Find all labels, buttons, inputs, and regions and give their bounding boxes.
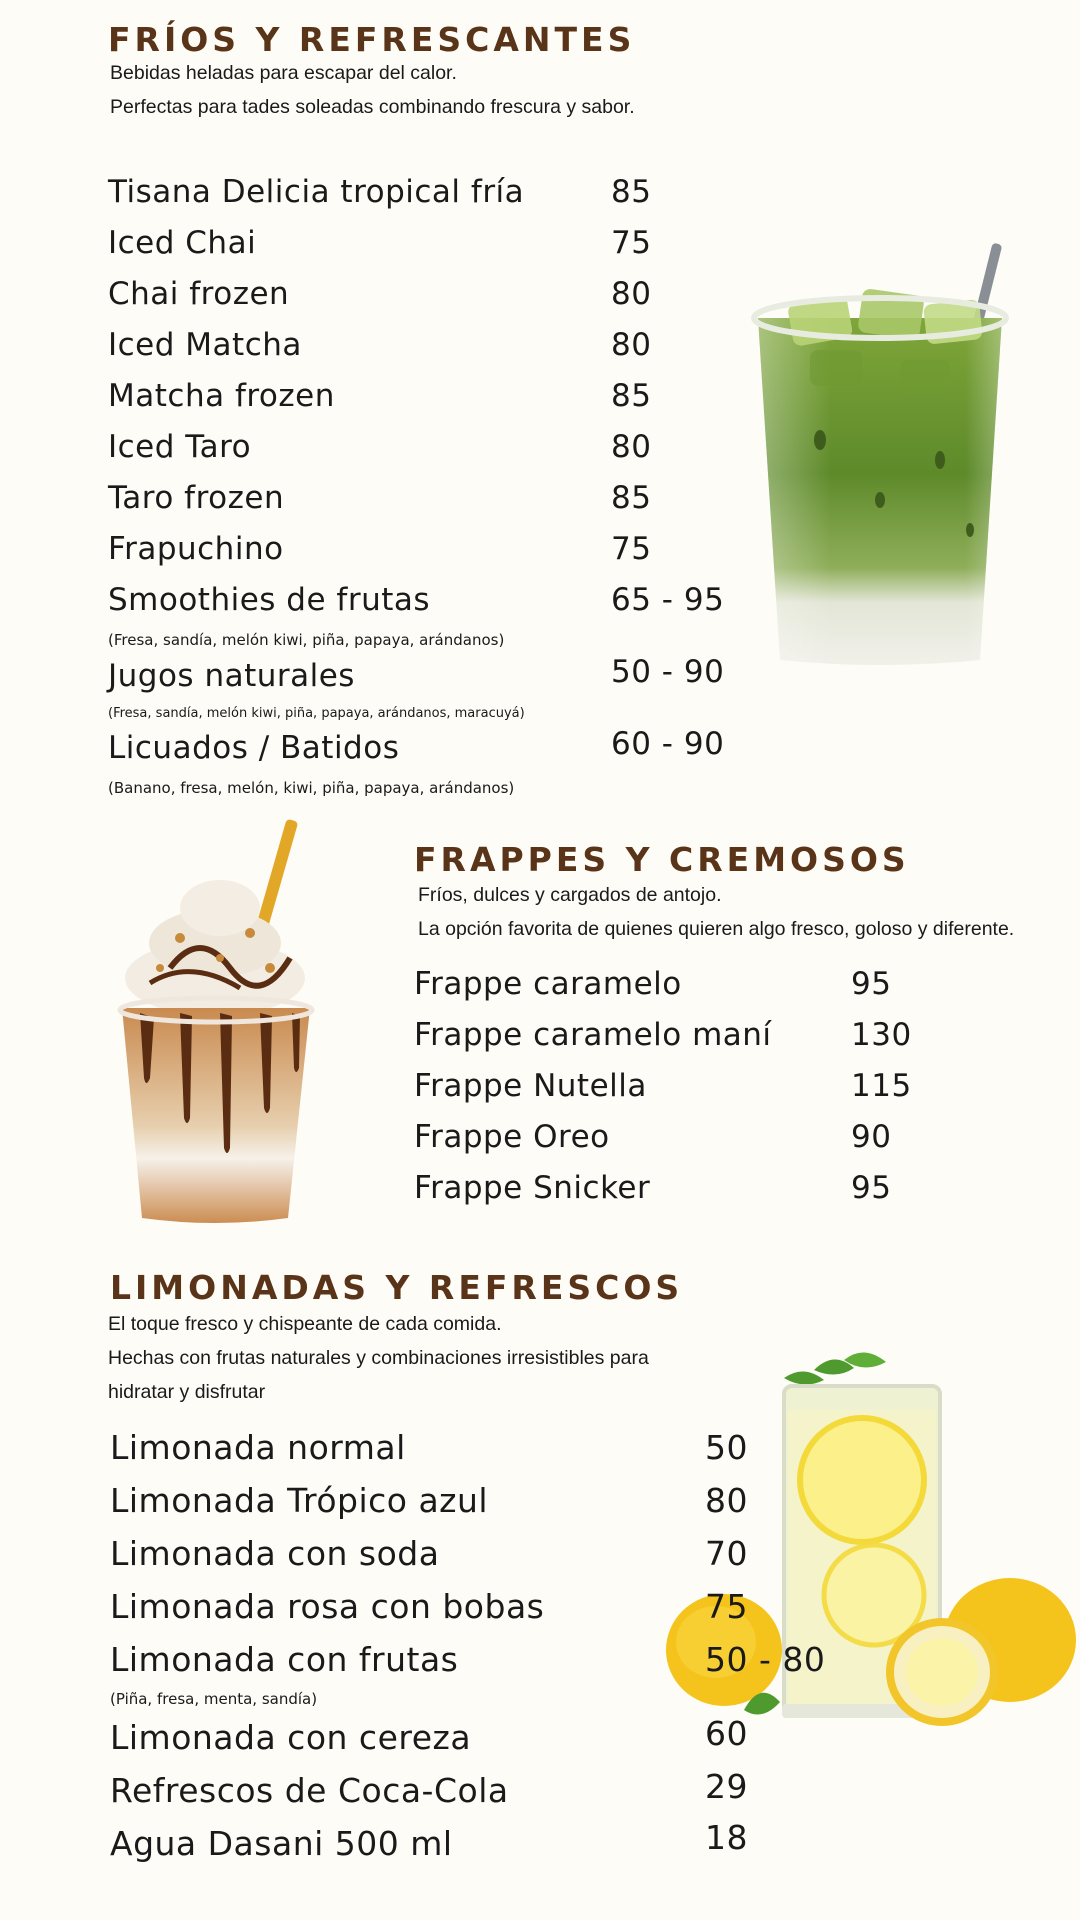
- section-desc-frios-2: Perfectas para tades soleadas combinando frescura y sabor.: [110, 96, 635, 118]
- menu-item-name: Licuados / Batidos: [108, 730, 400, 766]
- menu-item-name: Iced Taro: [108, 429, 252, 465]
- menu-item-price: 85: [611, 174, 652, 210]
- menu-item-note: (Fresa, sandía, melón kiwi, piña, papaya, arándanos): [108, 631, 505, 649]
- menu-item-price: 130: [851, 1017, 912, 1053]
- menu-item-price: 115: [851, 1068, 912, 1104]
- menu-item-price: 75: [705, 1587, 748, 1626]
- section-title-frappes: FRAPPES Y CREMOSOS: [414, 840, 910, 879]
- menu-item-name: Jugos naturales: [108, 658, 355, 694]
- menu-item-price: 60: [705, 1714, 748, 1753]
- menu-item-name: Chai frozen: [108, 276, 290, 312]
- menu-item-name: Limonada con soda: [110, 1534, 440, 1573]
- menu-item-name: Frappe caramelo maní: [414, 1017, 772, 1053]
- menu-item-name: Iced Matcha: [108, 327, 302, 363]
- menu-item-name: Matcha frozen: [108, 378, 335, 414]
- menu-item-name: Limonada con frutas: [110, 1640, 459, 1679]
- section-desc-limonadas-2: Hechas con frutas naturales y combinaciones irresistibles para: [108, 1347, 649, 1369]
- menu-item-price: 80: [705, 1481, 748, 1520]
- menu-item-price: 50 - 80: [705, 1640, 826, 1679]
- menu-item-price: 70: [705, 1534, 748, 1573]
- menu-item-name: Limonada con cereza: [110, 1718, 472, 1757]
- menu-item-price: 65 - 95: [611, 582, 725, 618]
- menu-item-name: Frappe Snicker: [414, 1170, 651, 1206]
- menu-item-name: Limonada normal: [110, 1428, 406, 1467]
- menu-item-price: 50 - 90: [611, 654, 725, 690]
- menu-item-name: Smoothies de frutas: [108, 582, 431, 618]
- menu-item-price: 75: [611, 225, 652, 261]
- menu-item-name: Taro frozen: [108, 480, 285, 516]
- menu-item-price: 95: [851, 966, 892, 1002]
- caramel-frappe-image: [110, 818, 320, 1218]
- menu-item-name: Frapuchino: [108, 531, 284, 567]
- section-title-limonadas: LIMONADAS Y REFRESCOS: [110, 1268, 684, 1307]
- menu-item-name: Tisana Delicia tropical fría: [108, 174, 525, 210]
- menu-item-name: Refrescos de Coca-Cola: [110, 1771, 509, 1810]
- section-title-frios: FRÍOS Y REFRESCANTES: [108, 20, 636, 59]
- menu-item-note: (Fresa, sandía, melón kiwi, piña, papaya, arándanos, maracuyá): [108, 706, 525, 721]
- menu-item-name: Agua Dasani 500 ml: [110, 1824, 453, 1863]
- menu-item-price: 18: [705, 1818, 748, 1857]
- menu-item-name: Limonada Trópico azul: [110, 1481, 489, 1520]
- menu-item-price: 29: [705, 1767, 748, 1806]
- menu-item-name: Frappe Oreo: [414, 1119, 610, 1155]
- section-desc-frappes-1: Fríos, dulces y cargados de antojo.: [418, 884, 722, 906]
- section-desc-limonadas-3: hidratar y disfrutar: [108, 1381, 266, 1403]
- menu-item-price: 85: [611, 378, 652, 414]
- menu-item-price: 85: [611, 480, 652, 516]
- menu-item-name: Limonada rosa con bobas: [110, 1587, 545, 1626]
- menu-item-price: 80: [611, 327, 652, 363]
- menu-item-note: (Banano, fresa, melón, kiwi, piña, papaya, arándanos): [108, 779, 515, 797]
- menu-item-name: Frappe Nutella: [414, 1068, 647, 1104]
- menu-item-price: 80: [611, 276, 652, 312]
- menu-item-price: 50: [705, 1428, 748, 1467]
- menu-item-note: (Piña, fresa, menta, sandía): [110, 1690, 318, 1708]
- menu-item-price: 90: [851, 1119, 892, 1155]
- section-desc-limonadas-1: El toque fresco y chispeante de cada comida.: [108, 1313, 502, 1335]
- iced-matcha-image: [740, 230, 1040, 670]
- menu-item-price: 95: [851, 1170, 892, 1206]
- section-desc-frios-1: Bebidas heladas para escapar del calor.: [110, 62, 457, 84]
- menu-item-price: 60 - 90: [611, 726, 725, 762]
- menu-item-price: 80: [611, 429, 652, 465]
- menu-item-name: Frappe caramelo: [414, 966, 682, 1002]
- menu-item-price: 75: [611, 531, 652, 567]
- section-desc-frappes-2: La opción favorita de quienes quieren algo fresco, goloso y diferente.: [418, 918, 1015, 940]
- menu-item-name: Iced Chai: [108, 225, 257, 261]
